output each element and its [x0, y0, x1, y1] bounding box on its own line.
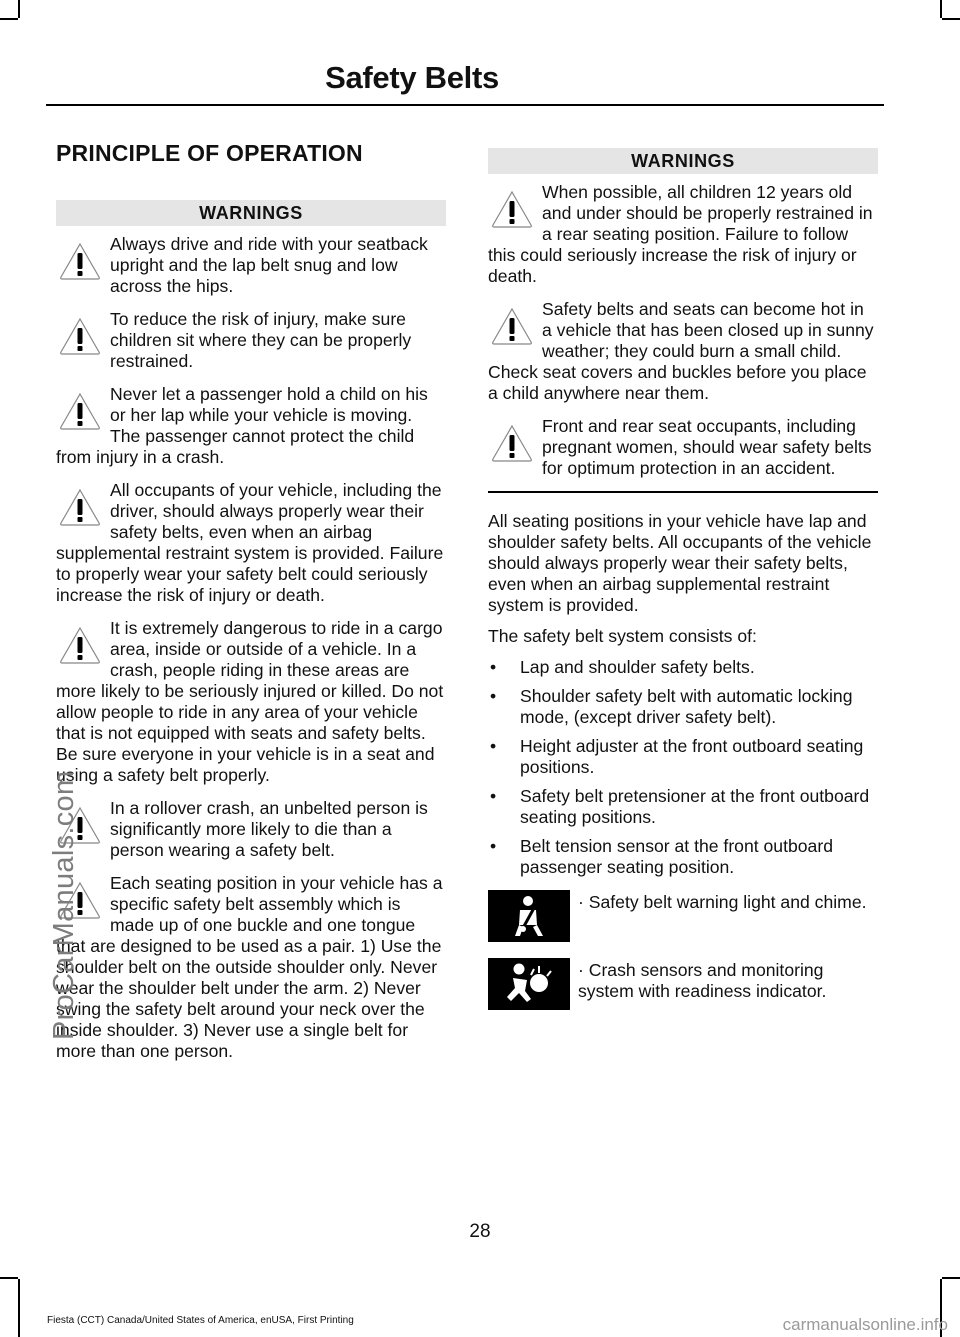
bullet-mark: •: [490, 786, 497, 806]
warning-item: [488, 299, 878, 404]
warning-text: It is extremely dangerous to ride in a cargo area, inside or outside of a vehicle. In a crash, people riding in these areas are more likely to be seriously injured or killed. Do not allow people to ride in any area of your vehicle that is not equipped with seats and safety belts. Be sure everyone in your vehicle is in a seat and using a safety belt properly.: [56, 618, 444, 785]
warning-item: [56, 234, 446, 297]
list-item: [488, 836, 878, 878]
component-list: [488, 657, 878, 878]
warnings-heading: WARNINGS: [488, 148, 878, 174]
warnings-heading: WARNINGS: [56, 200, 446, 226]
warning-text: Safety belts and seats can become hot in a vehicle that has been closed up in sunny weather; they could burn a small child. Check seat covers and buckles before you place a child anywhere near them.: [488, 299, 874, 403]
warning-item: [488, 416, 878, 479]
right-column: [488, 148, 878, 1010]
list-item-text: Shoulder safety belt with automatic locking mode, (except driver safety belt).: [520, 686, 853, 727]
warning-text: Front and rear seat occupants, including pregnant women, should wear safety belts for optimum protection in an accident.: [542, 416, 872, 478]
list-item-text: Safety belt pretensioner at the front outboard seating positions.: [520, 786, 870, 827]
airbag-indicator-icon: [488, 958, 570, 1010]
warning-text: All occupants of your vehicle, including the driver, should always properly wear their safety belts, even when an airbag supplemental restraint system is provided. Failure to properly wear your safety belt could seriously increase the risk of injury or death.: [56, 480, 444, 605]
crop-mark: [18, 0, 20, 18]
list-item: [488, 657, 878, 678]
seatbelt-warning-icon: [488, 890, 570, 942]
warning-item: [488, 182, 878, 287]
bullet-mark: •: [490, 657, 497, 677]
intro-paragraph: All seating positions in your vehicle have lap and shoulder safety belts. All occupants of the vehicle should always properly wear their safety belts, even when an airbag supplemental restraint system is provided.: [488, 511, 872, 615]
list-item-text: Belt tension sensor at the front outboard passenger seating position.: [520, 836, 833, 877]
left-column: [56, 140, 446, 1074]
warning-item: [56, 384, 446, 468]
warning-item: [56, 309, 446, 372]
warning-triangle-icon: [58, 315, 102, 357]
bullet-mark: •: [490, 836, 497, 856]
list-item-text: Height adjuster at the front outboard seating positions.: [520, 736, 864, 777]
warning-text: Never let a passenger hold a child on his or her lap while your vehicle is moving. The passenger cannot protect the child from injury in a crash.: [56, 384, 428, 467]
page-number: 28: [469, 1221, 491, 1242]
warning-item: [56, 480, 446, 606]
warning-triangle-icon: [490, 188, 534, 230]
warning-text: Each seating position in your vehicle has a specific safety belt assembly which is made up of one buckle and one tongue that are designed to be used as a pair. 1) Use the shoulder belt on the outside shoulder only. Never wear the shoulder belt under the arm. 2) Never swing the safety belt around your neck over the inside shoulder. 3) Never use a single belt for more than one person.: [56, 873, 443, 1061]
section-title: PRINCIPLE OF OPERATION: [56, 140, 363, 166]
warning-triangle-icon: [58, 624, 102, 666]
warning-triangle-icon: [490, 305, 534, 347]
warning-item: [56, 873, 446, 1062]
page-header-title: Safety Belts: [325, 60, 499, 95]
crop-mark: [0, 18, 18, 20]
warning-item: [56, 798, 446, 861]
warning-text: Always drive and ride with your seatback upright and the lap belt snug and low across the hips.: [110, 234, 428, 296]
list-item: [488, 686, 878, 728]
warning-text: When possible, all children 12 years old and under should be properly restrained in a rear seating position. Failure to follow this could seriously increase the risk of injury or death.: [488, 182, 873, 286]
warning-text: To reduce the risk of injury, make sure children sit where they can be properly restrained.: [110, 309, 412, 371]
list-intro: The safety belt system consists of:: [488, 626, 757, 646]
crop-mark: [0, 1277, 18, 1279]
warning-triangle-icon: [58, 240, 102, 282]
crop-mark: [18, 1279, 20, 1337]
side-watermark: ProCarManuals.com: [48, 770, 80, 1040]
bullet-mark: •: [490, 736, 497, 756]
bottom-watermark: carmanualsonline.info: [782, 1315, 948, 1334]
crop-mark: [942, 18, 960, 20]
crop-mark: [940, 0, 942, 18]
warning-triangle-icon: [58, 390, 102, 432]
bullet-mark: •: [490, 686, 497, 706]
warning-triangle-icon: [58, 486, 102, 528]
edition-footer: Fiesta (CCT) Canada/United States of America, enUSA, First Printing: [47, 1315, 354, 1326]
list-item: [488, 736, 878, 778]
warnings-end-divider: [488, 491, 878, 493]
indicator-row: [488, 890, 878, 942]
indicator-text: · Safety belt warning light and chime.: [578, 892, 867, 912]
indicator-text: · Crash sensors and monitoring system with readiness indicator.: [578, 960, 827, 1001]
warning-triangle-icon: [490, 422, 534, 464]
crop-mark: [942, 1277, 960, 1279]
list-item: [488, 786, 878, 828]
warning-item: [56, 618, 446, 786]
warning-text: In a rollover crash, an unbelted person is significantly more likely to die than a person wearing a safety belt.: [110, 798, 428, 860]
list-item-text: Lap and shoulder safety belts.: [520, 657, 755, 677]
indicator-row: [488, 958, 878, 1010]
header-divider: [46, 104, 884, 106]
